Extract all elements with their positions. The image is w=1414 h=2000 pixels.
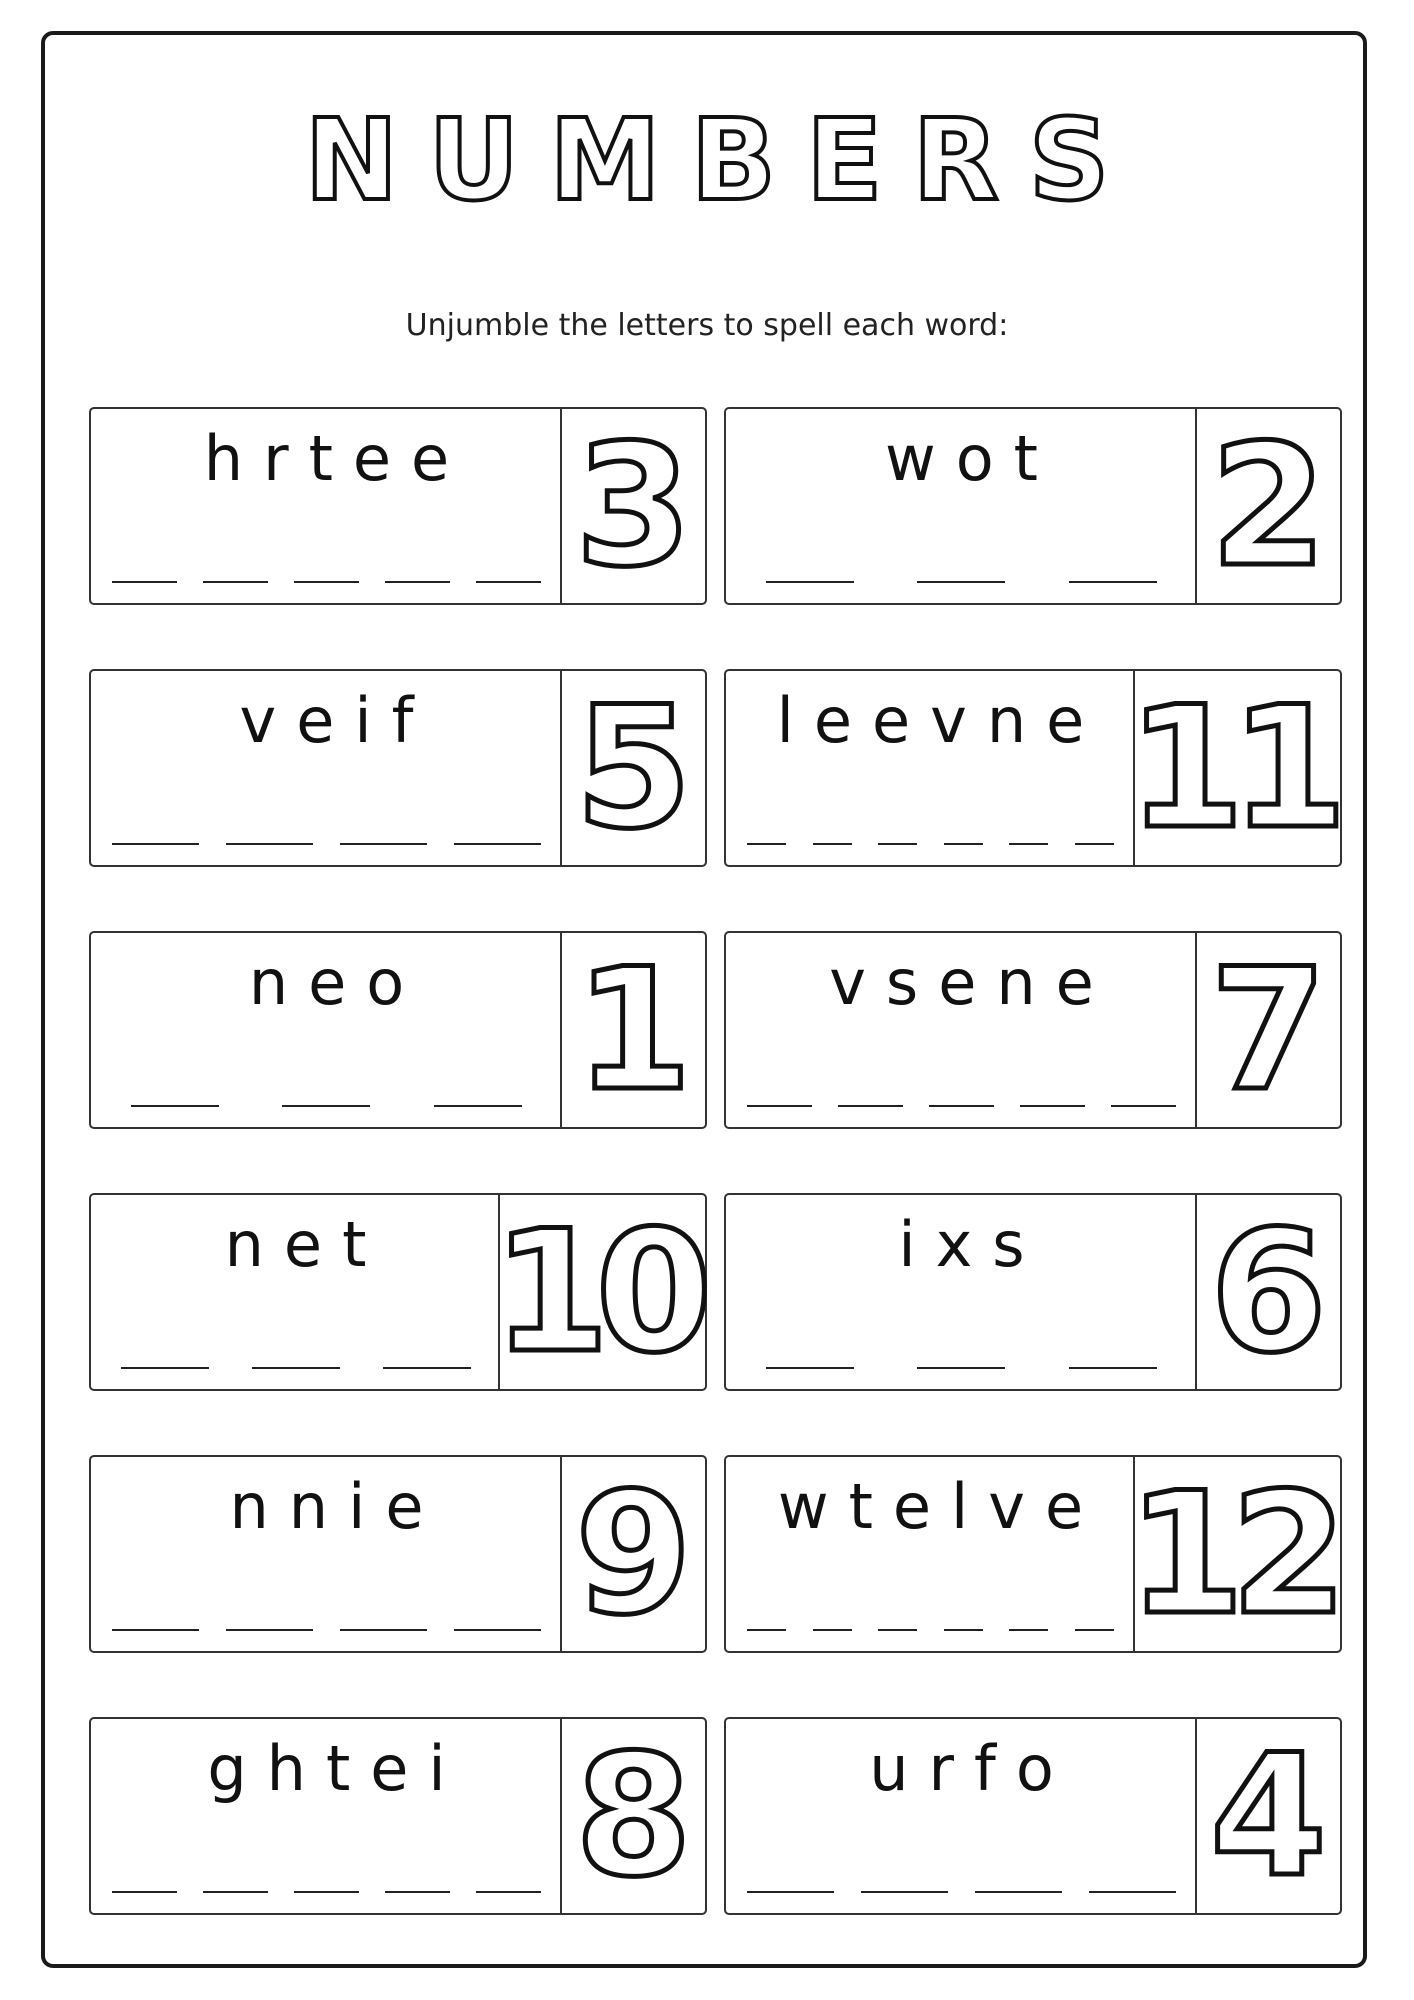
word-area <box>91 671 562 865</box>
numeral-box <box>1127 1456 1340 1652</box>
numeral-box <box>560 933 705 1127</box>
answer-blank-line[interactable] <box>878 843 917 845</box>
word-area <box>726 409 1197 603</box>
answer-blank-line[interactable] <box>929 1105 994 1107</box>
word-card <box>89 1717 707 1915</box>
outlined-numeral: 6 <box>1210 1194 1313 1390</box>
scrambled-word: vsene <box>829 946 1114 1019</box>
word-card <box>89 407 707 605</box>
answer-blank-line[interactable] <box>226 1629 313 1631</box>
answer-blank-line[interactable] <box>294 581 359 583</box>
answer-blank-line[interactable] <box>434 1105 522 1107</box>
scrambled-word: hrtee <box>203 422 470 495</box>
answer-blank-line[interactable] <box>747 1105 812 1107</box>
outlined-numeral: 3 <box>575 408 678 604</box>
answer-blank-line[interactable] <box>476 581 541 583</box>
answer-blank-line[interactable] <box>944 1629 983 1631</box>
answer-blank-line[interactable] <box>878 1629 917 1631</box>
scrambled-word: ixs <box>898 1208 1045 1281</box>
answer-blank-line[interactable] <box>917 1367 1005 1369</box>
answer-blank-line[interactable] <box>121 1367 209 1369</box>
answer-blank-line[interactable] <box>1069 581 1157 583</box>
answer-blanks[interactable] <box>99 1105 554 1109</box>
scrambled-word: urfo <box>869 1732 1074 1805</box>
answer-blanks[interactable] <box>734 1105 1189 1109</box>
word-card <box>724 931 1342 1129</box>
numeral-box <box>1195 1195 1340 1389</box>
answer-blank-line[interactable] <box>340 1629 427 1631</box>
numeral-box <box>1195 409 1340 603</box>
scrambled-word: net <box>224 1208 387 1281</box>
answer-blank-line[interactable] <box>747 1891 834 1893</box>
answer-blank-line[interactable] <box>838 1105 903 1107</box>
answer-blank-line[interactable] <box>1075 1629 1114 1631</box>
outlined-numeral: 2 <box>1210 408 1313 604</box>
answer-blank-line[interactable] <box>861 1891 948 1893</box>
answer-blank-line[interactable] <box>813 843 852 845</box>
answer-blank-line[interactable] <box>476 1891 541 1893</box>
word-area <box>726 1719 1197 1913</box>
outlined-numeral: 7 <box>1210 932 1313 1128</box>
answer-blank-line[interactable] <box>1020 1105 1085 1107</box>
outlined-numeral: 1 <box>575 932 678 1128</box>
answer-blanks[interactable] <box>99 1891 554 1895</box>
answer-blank-line[interactable] <box>112 581 177 583</box>
answer-blank-line[interactable] <box>226 843 313 845</box>
word-area <box>726 933 1197 1127</box>
answer-blank-line[interactable] <box>766 1367 854 1369</box>
outlined-numeral: 10 <box>492 1194 699 1390</box>
numeral-box <box>492 1194 705 1390</box>
word-area <box>726 1457 1135 1651</box>
scrambled-word: neo <box>248 946 425 1019</box>
word-card <box>724 1455 1342 1653</box>
answer-blank-line[interactable] <box>112 843 199 845</box>
answer-blank-line[interactable] <box>766 581 854 583</box>
answer-blank-line[interactable] <box>1009 1629 1048 1631</box>
answer-blank-line[interactable] <box>813 1629 852 1631</box>
numeral-box <box>560 671 705 865</box>
answer-blanks[interactable] <box>734 843 1127 847</box>
worksheet-instructions: Unjumble the letters to spell each word: <box>405 308 1009 343</box>
answer-blank-line[interactable] <box>1009 843 1048 845</box>
answer-blank-line[interactable] <box>131 1105 219 1107</box>
answer-blanks[interactable] <box>99 1367 492 1371</box>
outlined-numeral: 9 <box>575 1456 678 1652</box>
answer-blank-line[interactable] <box>112 1629 199 1631</box>
scrambled-word: wot <box>885 422 1058 495</box>
word-area <box>91 409 562 603</box>
word-card <box>89 1193 707 1391</box>
numeral-box <box>560 1719 705 1913</box>
answer-blank-line[interactable] <box>385 581 450 583</box>
word-area <box>91 1457 562 1651</box>
scrambled-word: leevne <box>776 684 1105 757</box>
answer-blank-line[interactable] <box>203 581 268 583</box>
scrambled-word: veif <box>239 684 434 757</box>
answer-blanks[interactable] <box>734 1891 1189 1895</box>
answer-blank-line[interactable] <box>282 1105 370 1107</box>
word-area <box>726 1195 1197 1389</box>
word-card <box>724 669 1342 867</box>
answer-blank-line[interactable] <box>1069 1367 1157 1369</box>
word-area <box>91 1195 500 1389</box>
scrambled-word: ghtei <box>207 1732 466 1805</box>
answer-blank-line[interactable] <box>454 843 541 845</box>
answer-blank-line[interactable] <box>1111 1105 1176 1107</box>
outlined-numeral: 12 <box>1127 1456 1334 1652</box>
outlined-numeral: 8 <box>575 1718 678 1914</box>
word-card <box>89 931 707 1129</box>
word-area <box>91 1719 562 1913</box>
word-card <box>724 1717 1342 1915</box>
outlined-numeral: 11 <box>1127 670 1334 866</box>
word-card <box>724 407 1342 605</box>
word-card <box>89 669 707 867</box>
answer-blank-line[interactable] <box>383 1367 471 1369</box>
numeral-box <box>560 1457 705 1651</box>
scrambled-word: wtelve <box>777 1470 1104 1543</box>
answer-blanks[interactable] <box>99 1629 554 1633</box>
answer-blank-line[interactable] <box>917 581 1005 583</box>
answer-blanks[interactable] <box>734 1367 1189 1371</box>
answer-blank-line[interactable] <box>252 1367 340 1369</box>
numeral-box <box>1195 933 1340 1127</box>
numeral-box <box>560 409 705 603</box>
worksheet-title: NUMBERS <box>304 96 1140 226</box>
answer-blanks[interactable] <box>99 581 554 585</box>
outlined-numeral: 5 <box>575 670 678 866</box>
numeral-box <box>1195 1719 1340 1913</box>
word-card <box>89 1455 707 1653</box>
answer-blank-line[interactable] <box>294 1891 359 1893</box>
answer-blank-line[interactable] <box>203 1891 268 1893</box>
answer-blank-line[interactable] <box>1075 843 1114 845</box>
answer-blanks[interactable] <box>734 581 1189 585</box>
scrambled-word: nnie <box>229 1470 444 1543</box>
answer-blank-line[interactable] <box>747 1629 786 1631</box>
word-area <box>91 933 562 1127</box>
answer-blanks[interactable] <box>734 1629 1127 1633</box>
numeral-box <box>1127 670 1340 866</box>
answer-blank-line[interactable] <box>112 1891 177 1893</box>
outlined-numeral: 4 <box>1210 1718 1313 1914</box>
answer-blank-line[interactable] <box>975 1891 1062 1893</box>
answer-blank-line[interactable] <box>385 1891 450 1893</box>
answer-blanks[interactable] <box>99 843 554 847</box>
answer-blank-line[interactable] <box>454 1629 541 1631</box>
answer-blank-line[interactable] <box>1089 1891 1176 1893</box>
answer-blank-line[interactable] <box>747 843 786 845</box>
word-card <box>724 1193 1342 1391</box>
word-area <box>726 671 1135 865</box>
answer-blank-line[interactable] <box>340 843 427 845</box>
answer-blank-line[interactable] <box>944 843 983 845</box>
